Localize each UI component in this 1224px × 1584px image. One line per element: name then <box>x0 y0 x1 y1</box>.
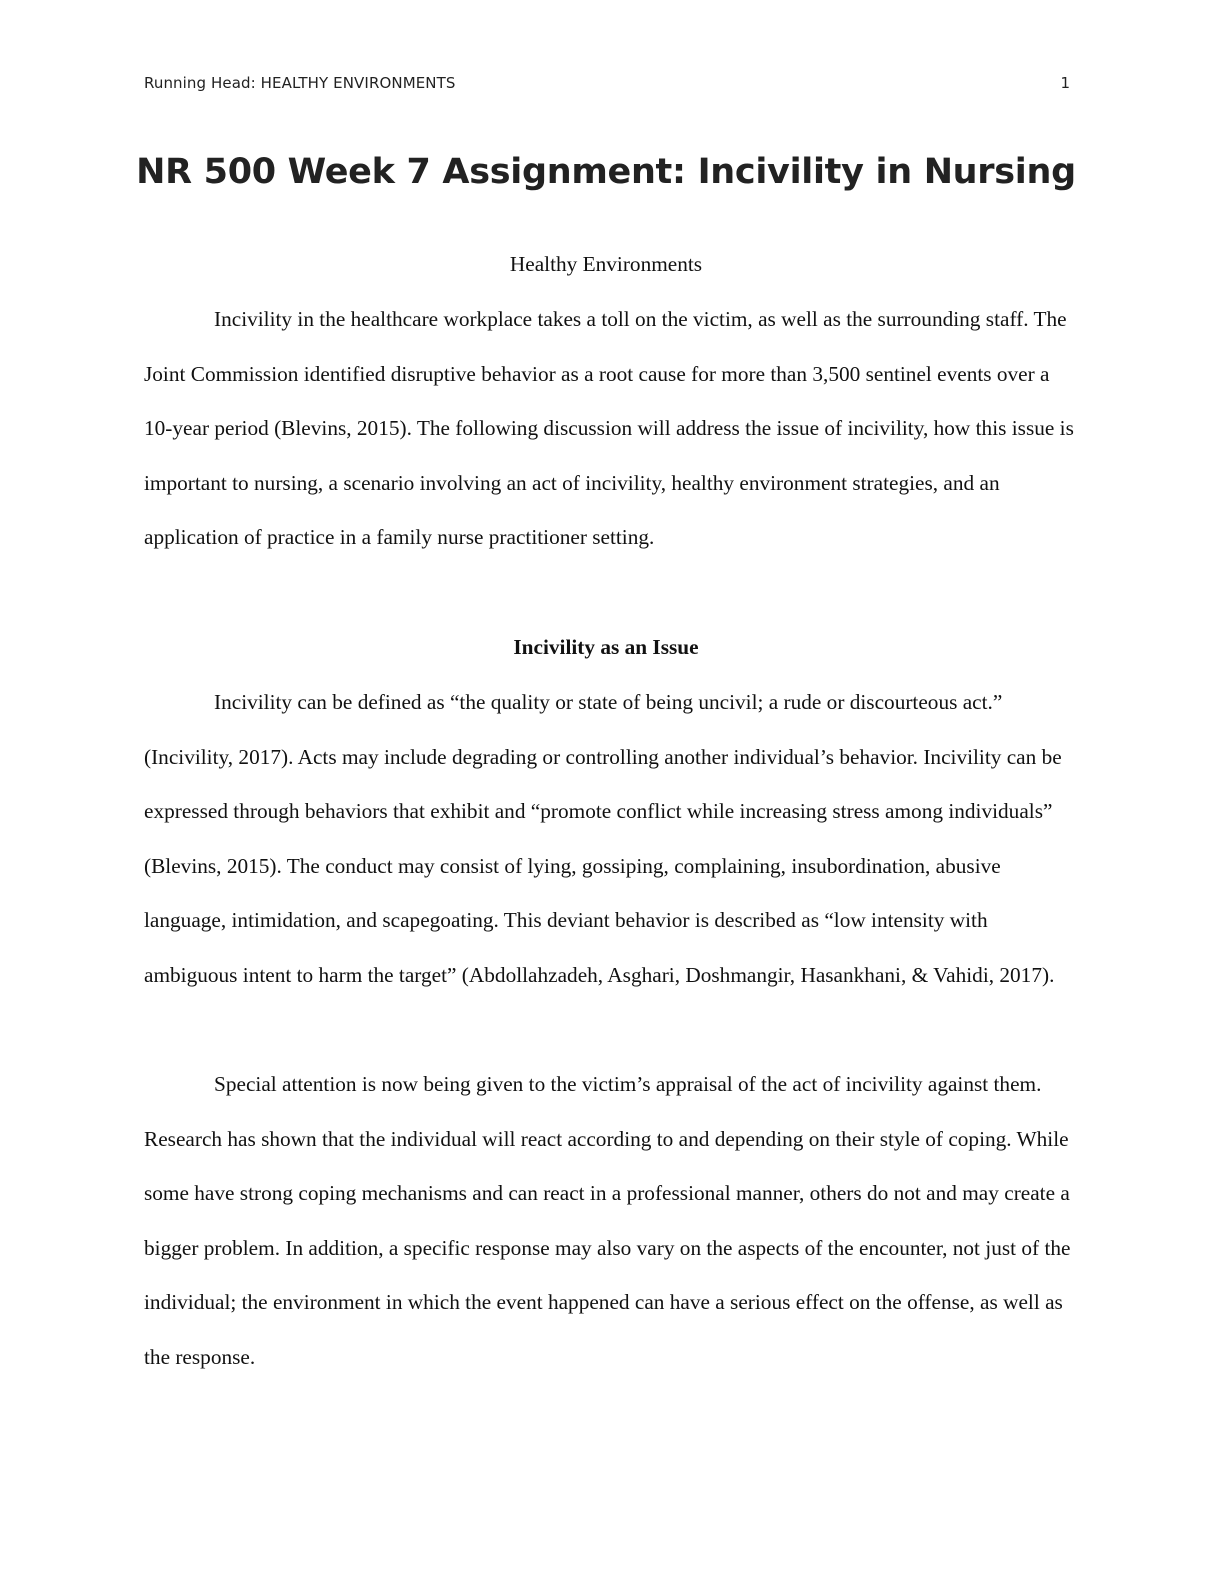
document-title: NR 500 Week 7 Assignment: Incivility in Nursing <box>136 152 1076 192</box>
paragraph-definition: Incivility can be defined as “the quality or state of being uncivil; a rude or discourteous act.” (Incivility, 2017). Acts may include degrading or controlling another individual’s behavior. Incivility can be expressed through behaviors that exhibit and “promote conflict while increasing stress among individuals” (Blevins, 2015). The conduct may consist of lying, gossiping, complaining, insubordination, abusive language, intimidation, and scapegoating. This deviant behavior is described as “low intensity with ambiguous intent to harm the target” (Abdollahzadeh, Asghari, Doshmangir, Hasankhani, & Vahidi, 2017). <box>144 690 1062 987</box>
body-section-heading <box>144 620 1080 675</box>
running-head: Running Head: HEALTHY ENVIRONMENTS <box>144 74 456 92</box>
paragraph-appraisal: Special attention is now being given to the victim’s appraisal of the act of incivility against them. Research has shown that the individual will react according to and depending on their style of coping. While some have strong coping mechanisms and can react in a professional manner, others do not and may create a bigger problem. In addition, a specific response may also vary on the aspects of the encounter, not just of the individual; the environment in which the event happened can have a serious effect on the offense, as well as the response. <box>144 1072 1071 1369</box>
section-heading: Incivility as an Issue <box>513 635 699 659</box>
body-section-definition <box>144 675 1080 1003</box>
body-section-appraisal <box>144 1057 1080 1385</box>
page-number: 1 <box>1060 74 1070 92</box>
body-section-intro <box>144 292 1080 565</box>
document-subtitle: Healthy Environments <box>509 252 703 276</box>
paragraph-intro: Incivility in the healthcare workplace takes a toll on the victim, as well as the surrounding staff. The Joint Commission identified disruptive behavior as a root cause for more than 3,500 sentinel events over a 10-year period (Blevins, 2015). The following discussion will address the issue of incivility, how this issue is important to nursing, a scenario involving an act of incivility, healthy environment strategies, and an application of practice in a family nurse practitioner setting. <box>144 307 1074 550</box>
